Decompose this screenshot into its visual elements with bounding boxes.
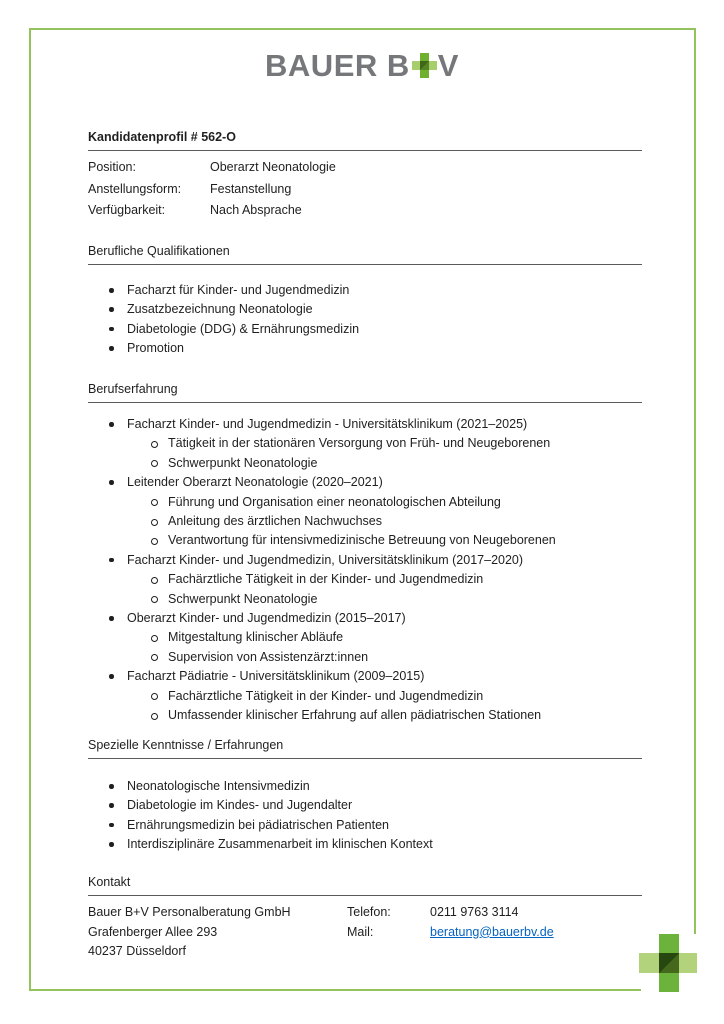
experience-sub-item: Schwerpunkt Neonatologie xyxy=(88,590,642,609)
bullet-dot-icon xyxy=(109,288,114,293)
experience-sub-item: Schwerpunkt Neonatologie xyxy=(88,454,642,473)
logo-text-right: V xyxy=(437,48,459,83)
bullet-dot-icon xyxy=(109,480,114,485)
meta-row-verfuegbarkeit xyxy=(88,200,642,222)
bullet-circle-icon xyxy=(151,499,158,506)
contact-city: 40237 Düsseldorf xyxy=(88,944,186,959)
experience-sub-item: Fachärztliche Tätigkeit in der Kinder- und Jugendmedizin xyxy=(88,570,642,589)
email-link[interactable]: beratung@bauerbv.de xyxy=(430,924,554,939)
meta-row-anstellungsform xyxy=(88,179,642,201)
bullet-circle-icon xyxy=(151,693,158,700)
experience-sub-item: Mitgestaltung klinischer Abläufe xyxy=(88,628,642,647)
meta-value: Festanstellung xyxy=(210,181,292,196)
page-border-right xyxy=(694,28,696,934)
bullet-dot-icon xyxy=(109,674,114,679)
phone-number: 0211 9763 3114 xyxy=(430,905,519,919)
bullet-dot-icon xyxy=(109,823,114,828)
section-heading: Berufserfahrung xyxy=(88,381,642,403)
meta-row-position xyxy=(88,157,642,179)
bullet-dot-icon xyxy=(109,784,114,789)
bullet-circle-icon xyxy=(151,441,158,448)
bullet-dot-icon xyxy=(109,307,114,312)
bullet-item: Interdisziplinäre Zusammenarbeit im klinischen Kontext xyxy=(88,835,642,854)
bullet-circle-icon xyxy=(151,596,158,603)
bullet-circle-icon xyxy=(151,713,158,720)
contact-address xyxy=(88,903,291,962)
experience-item: Oberarzt Kinder- und Jugendmedizin (2015–2017) xyxy=(88,609,642,628)
experience-sub-item: Tätigkeit in der stationären Versorgung von Früh- und Neugeborenen xyxy=(88,434,642,453)
bullet-circle-icon xyxy=(151,460,158,467)
section-heading-kontakt: Kontakt xyxy=(88,874,642,896)
logo-text-left: BAUER B xyxy=(265,48,410,83)
bullet-item: Ernährungsmedizin bei pädiatrischen Patienten xyxy=(88,816,642,835)
bullet-dot-icon xyxy=(109,842,114,847)
experience-item: Facharzt Kinder- und Jugendmedizin - Universitätsklinikum (2021–2025) xyxy=(88,415,642,434)
bullet-item: Promotion xyxy=(88,339,642,358)
bullet-dot-icon xyxy=(109,422,114,427)
bullet-item: Neonatologische Intensivmedizin xyxy=(88,777,642,796)
bullet-item: Diabetologie (DDG) & Ernährungsmedizin xyxy=(88,320,642,339)
experience-item: Facharzt Kinder- und Jugendmedizin, Universitätsklinikum (2017–2020) xyxy=(88,551,642,570)
experience-item: Facharzt Pädiatrie - Universitätsklinikum (2009–2015) xyxy=(88,667,642,686)
plus-icon xyxy=(412,53,437,78)
section-qualifications xyxy=(88,243,642,359)
meta-label: Anstellungsform: xyxy=(88,181,182,196)
corner-plus-icon xyxy=(659,953,679,973)
section-heading: Spezielle Kenntnisse / Erfahrungen xyxy=(88,737,642,759)
bullet-dot-icon xyxy=(109,558,114,563)
experience-sub-item: Supervision von Assistenzärzt:innen xyxy=(88,648,642,667)
contact-street: Grafenberger Allee 293 xyxy=(88,924,218,939)
profile-meta xyxy=(88,157,642,222)
experience-sub-item: Führung und Organisation einer neonatologischen Abteilung xyxy=(88,493,642,512)
bullet-circle-icon xyxy=(151,577,158,584)
page-border-left xyxy=(29,28,31,991)
contact-labels xyxy=(347,903,391,942)
bullet-circle-icon xyxy=(151,635,158,642)
page-border-bottom xyxy=(29,989,641,991)
contact-values xyxy=(430,903,554,942)
bullet-circle-icon xyxy=(151,654,158,661)
experience-item: Leitender Oberarzt Neonatologie (2020–2021) xyxy=(88,473,642,492)
meta-label: Position: xyxy=(88,160,136,174)
bullet-item: Zusatzbezeichnung Neonatologie xyxy=(88,300,642,319)
section-experience xyxy=(88,381,642,726)
experience-sub-item: Umfassender klinischer Erfahrung auf allen pädiatrischen Stationen xyxy=(88,706,642,725)
bullet-dot-icon xyxy=(109,346,114,351)
page-title: Kandidatenprofil # 562-O xyxy=(88,129,642,151)
section-skills xyxy=(88,737,642,855)
experience-sub-item: Fachärztliche Tätigkeit in der Kinder- und Jugendmedizin xyxy=(88,687,642,706)
bullet-dot-icon xyxy=(109,616,114,621)
bullet-circle-icon xyxy=(151,538,158,545)
experience-sub-item: Anleitung des ärztlichen Nachwuchses xyxy=(88,512,642,531)
company-logo xyxy=(0,50,724,82)
bullet-item: Diabetologie im Kindes- und Jugendalter xyxy=(88,796,642,815)
contact-company: Bauer B+V Personalberatung GmbH xyxy=(88,905,291,919)
experience-sub-item: Verantwortung für intensivmedizinische Betreuung von Neugeborenen xyxy=(88,531,642,550)
section-heading: Berufliche Qualifikationen xyxy=(88,243,642,265)
mail-label: Mail: xyxy=(347,924,374,939)
bullet-circle-icon xyxy=(151,519,158,526)
meta-label: Verfügbarkeit: xyxy=(88,203,166,217)
meta-value: Oberarzt Neonatologie xyxy=(210,160,336,174)
page-border-top xyxy=(29,28,696,30)
bullet-dot-icon xyxy=(109,327,114,332)
bullet-dot-icon xyxy=(109,803,114,808)
phone-label: Telefon: xyxy=(347,905,391,919)
bullet-item: Facharzt für Kinder- und Jugendmedizin xyxy=(88,281,642,300)
meta-value: Nach Absprache xyxy=(210,203,302,217)
